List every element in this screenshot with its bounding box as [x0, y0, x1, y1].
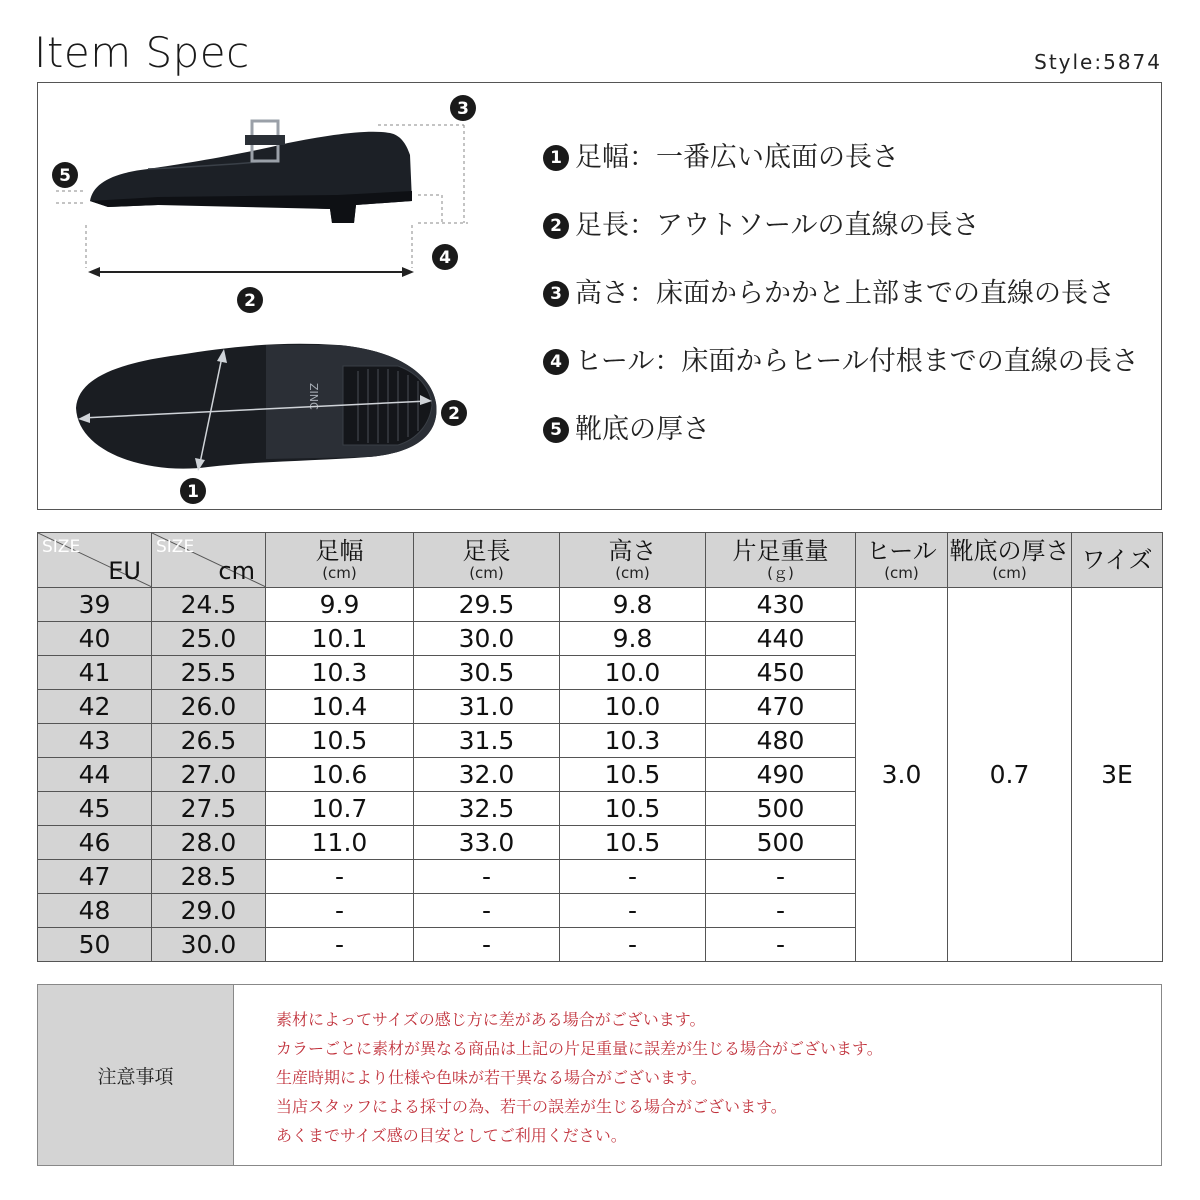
header-size-eu: SIZE EU [38, 533, 152, 588]
cell-cm: 24.5 [152, 588, 266, 622]
cell-width: 9.9 [266, 588, 414, 622]
marker-2-icon [237, 287, 263, 313]
style-code: Style:5874 [1034, 50, 1162, 74]
cell-height: 10.0 [560, 690, 706, 724]
header-sole-thickness: 靴底の厚さ (cm) [948, 533, 1072, 588]
number-3-icon: 3 [543, 281, 569, 307]
cell-length: 32.5 [414, 792, 560, 826]
cell-height: - [560, 860, 706, 894]
cell-height: 9.8 [560, 622, 706, 656]
number-4-icon: 4 [543, 349, 569, 375]
cell-height: - [560, 894, 706, 928]
cell-width: 10.7 [266, 792, 414, 826]
note-line: 素材によってサイズの感じ方に差がある場合がございます。 [276, 1010, 706, 1029]
svg-text:1: 1 [187, 482, 199, 502]
legend-text: 足長：アウトソールの直線の長さ [575, 210, 980, 241]
cell-length: 31.0 [414, 690, 560, 724]
cell-length: - [414, 928, 560, 962]
cell-eu: 50 [38, 928, 152, 962]
cell-eu: 45 [38, 792, 152, 826]
cell-height: 9.8 [560, 588, 706, 622]
cell-cm: 25.5 [152, 656, 266, 690]
cell-eu: 42 [38, 690, 152, 724]
notes-body [234, 985, 883, 1165]
shoe-sole-view [76, 344, 436, 471]
cell-length: 33.0 [414, 826, 560, 860]
marker-1-icon [180, 478, 206, 504]
notes-box [37, 984, 1162, 1166]
cell-width: - [266, 894, 414, 928]
cell-width: 10.3 [266, 656, 414, 690]
cell-length: 30.5 [414, 656, 560, 690]
cell-eu: 43 [38, 724, 152, 758]
cell-cm: 28.0 [152, 826, 266, 860]
number-5-icon: 5 [543, 417, 569, 443]
header-heel: ヒール (cm) [856, 533, 948, 588]
marker-5-icon [52, 162, 78, 188]
cell-cm: 28.5 [152, 860, 266, 894]
cell-cm: 25.0 [152, 622, 266, 656]
measurement-legend [543, 141, 1139, 481]
note-line: あくまでサイズ感の目安としてご利用ください。 [276, 1126, 627, 1145]
cell-eu: 39 [38, 588, 152, 622]
cell-cm: 27.5 [152, 792, 266, 826]
cell-weight: 500 [706, 792, 856, 826]
cell-length: 31.5 [414, 724, 560, 758]
legend-item-width [543, 141, 1139, 209]
note-line: 当店スタッフによる採寸の為、若干の誤差が生じる場合がございます。 [276, 1097, 787, 1116]
legend-text: 高さ：床面からかかと上部までの直線の長さ [575, 278, 1115, 309]
cell-heel: 3.0 [856, 588, 948, 962]
cell-height: 10.5 [560, 826, 706, 860]
header-weight: 片足重量 (ｇ) [706, 533, 856, 588]
cell-eu: 44 [38, 758, 152, 792]
cell-weight: 450 [706, 656, 856, 690]
svg-text:5: 5 [59, 166, 71, 186]
marker-3-icon [450, 95, 476, 121]
cell-length: 29.5 [414, 588, 560, 622]
cell-width: 10.6 [266, 758, 414, 792]
number-1-icon: 1 [543, 145, 569, 171]
cell-width: - [266, 860, 414, 894]
marker-4-icon [432, 244, 458, 270]
cell-length: - [414, 894, 560, 928]
cell-cm: 30.0 [152, 928, 266, 962]
header-length: 足長 (cm) [414, 533, 560, 588]
cell-weight: 490 [706, 758, 856, 792]
cell-weight: 480 [706, 724, 856, 758]
cell-height: 10.5 [560, 758, 706, 792]
legend-item-heel [543, 345, 1139, 413]
cell-eu: 47 [38, 860, 152, 894]
header-wise: ワイズ [1072, 533, 1163, 588]
marker-2-sole-icon [441, 400, 467, 426]
legend-text: 足幅：一番広い底面の長さ [575, 142, 899, 173]
cell-length: 32.0 [414, 758, 560, 792]
svg-text:2: 2 [448, 404, 460, 424]
cell-eu: 46 [38, 826, 152, 860]
cell-cm: 26.0 [152, 690, 266, 724]
cell-weight: - [706, 928, 856, 962]
note-line: カラーごとに素材が異なる商品は上記の片足重量に誤差が生じる場合がございます。 [276, 1039, 883, 1058]
cell-weight: 470 [706, 690, 856, 724]
cell-weight: 430 [706, 588, 856, 622]
cell-width: 10.1 [266, 622, 414, 656]
cell-cm: 26.5 [152, 724, 266, 758]
length-arrow [88, 267, 414, 277]
cell-weight: 440 [706, 622, 856, 656]
legend-item-sole [543, 413, 1139, 481]
cell-width: - [266, 928, 414, 962]
svg-text:2: 2 [244, 291, 256, 311]
legend-text: 靴底の厚さ [575, 414, 710, 445]
notes-label: 注意事項 [38, 985, 234, 1165]
cell-eu: 48 [38, 894, 152, 928]
cell-height: 10.0 [560, 656, 706, 690]
cell-height: 10.3 [560, 724, 706, 758]
measurement-diagram [37, 82, 1162, 510]
svg-text:4: 4 [439, 248, 451, 268]
shoe-side-view [90, 121, 412, 223]
table-header-row [38, 533, 1163, 588]
cell-wise: 3E [1072, 588, 1163, 962]
cell-sole-thickness: 0.7 [948, 588, 1072, 962]
cell-weight: - [706, 860, 856, 894]
number-2-icon: 2 [543, 213, 569, 239]
cell-cm: 27.0 [152, 758, 266, 792]
page-title: Item Spec [34, 28, 250, 77]
cell-width: 10.5 [266, 724, 414, 758]
header-width: 足幅 (cm) [266, 533, 414, 588]
cell-width: 11.0 [266, 826, 414, 860]
cell-width: 10.4 [266, 690, 414, 724]
cell-height: 10.5 [560, 792, 706, 826]
cell-length: 30.0 [414, 622, 560, 656]
header-height: 高さ (cm) [560, 533, 706, 588]
header-size-cm: SIZE cm [152, 533, 266, 588]
cell-cm: 29.0 [152, 894, 266, 928]
note-line: 生産時期により仕様や色味が若干異なる場合がございます。 [276, 1068, 707, 1087]
legend-text: ヒール：床面からヒール付根までの直線の長さ [575, 346, 1139, 377]
cell-weight: 500 [706, 826, 856, 860]
cell-weight: - [706, 894, 856, 928]
cell-height: - [560, 928, 706, 962]
sole-brand-text: ZINC [307, 383, 320, 410]
size-spec-table [37, 532, 1163, 962]
table-row [38, 588, 1163, 622]
cell-eu: 40 [38, 622, 152, 656]
cell-eu: 41 [38, 656, 152, 690]
legend-item-length [543, 209, 1139, 277]
legend-item-height [543, 277, 1139, 345]
cell-length: - [414, 860, 560, 894]
svg-text:3: 3 [457, 99, 469, 119]
